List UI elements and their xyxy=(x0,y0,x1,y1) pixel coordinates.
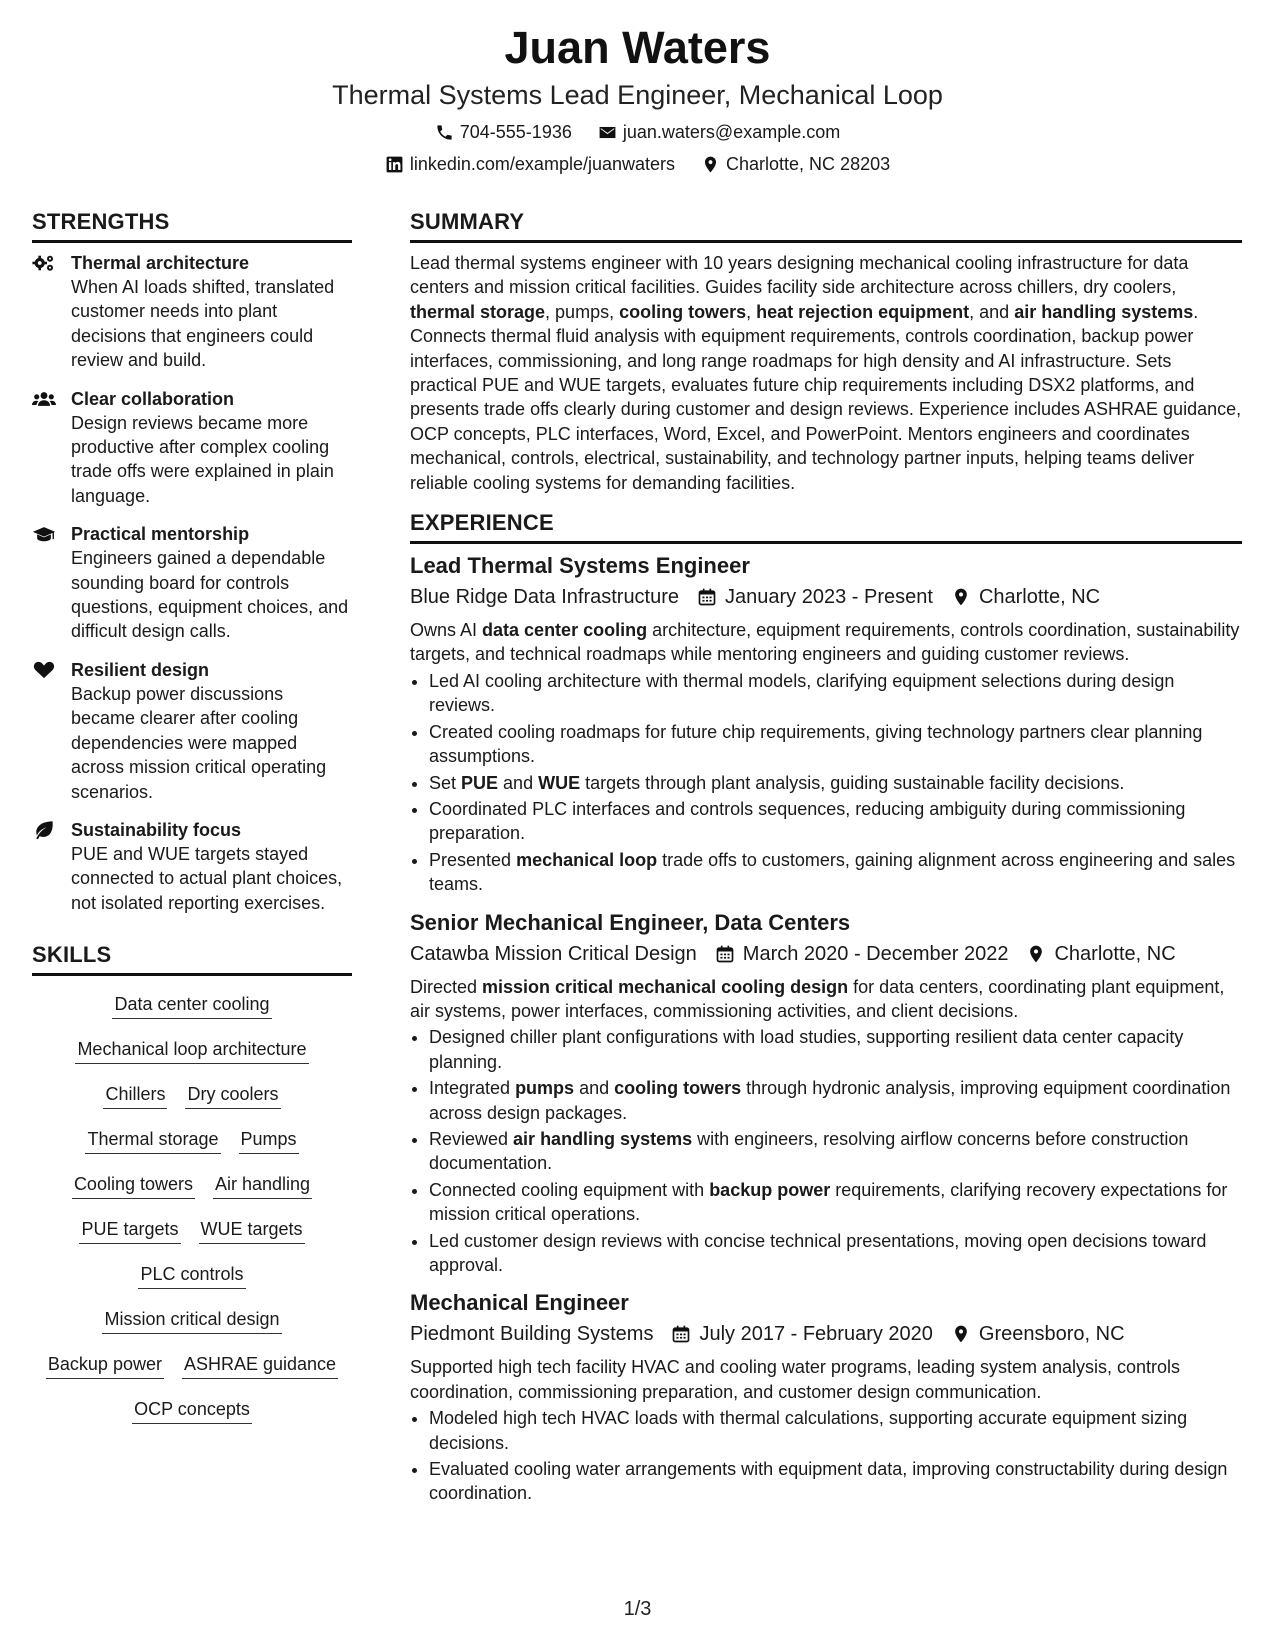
linkedin-contact xyxy=(385,152,675,176)
job-entry xyxy=(410,909,1242,1278)
skill-row xyxy=(46,1352,338,1379)
skill-row xyxy=(132,1397,252,1424)
strength-description: PUE and WUE targets stayed connected to actual plant choices, not isolated reporting exercises. xyxy=(71,843,343,913)
job-bullets xyxy=(410,1025,1242,1277)
skill-row xyxy=(102,1307,281,1334)
map-pin-icon xyxy=(701,155,720,174)
strengths-heading: STRENGTHS xyxy=(32,208,352,243)
skill-row xyxy=(85,1127,298,1154)
skill-tag: Pumps xyxy=(239,1127,299,1154)
strength-item xyxy=(32,522,352,644)
summary-text: Lead thermal systems engineer with 10 years designing mechanical cooling infrastructure for data centers and mission critical facilities. Guides facility side architecture across chillers, dry coolers, thermal storage, pumps, cooling towers, heat rejection equipment, and air handling systems. Connects thermal fluid analysis with equipment requirements, controls coordination, backup power interfaces, commissioning, and long range roadmaps for high density and AI infrastructure. Sets practical PUE and WUE targets, evaluates future chip requirements including DSX2 platforms, and presents trade offs clearly during customer and design reviews. Experience includes ASHRAE guidance, OCP concepts, PLC interfaces, Word, Excel, and PowerPoint. Mentors engineers and coordinates mechanical, controls, electrical, sustainability, and technology partner inputs, helping teams deliver reliable cooling systems for demanding facilities. xyxy=(410,253,1242,493)
phone-contact xyxy=(435,120,572,144)
job-dates-text: July 2017 - February 2020 xyxy=(699,1323,933,1346)
strength-title: Practical mentorship xyxy=(71,524,250,545)
job-location-text: Greensboro, NC xyxy=(978,1323,1125,1346)
job-summary: Directed mission critical mechanical cooling design for data centers, coordinating plant equipment, air systems, power interfaces, commissioning activities, and client decisions. xyxy=(410,976,1225,1021)
strength-item xyxy=(32,818,352,915)
company-name: Catawba Mission Critical Design xyxy=(410,942,697,965)
phone-number[interactable]: 704-555-1936 xyxy=(459,122,572,142)
job-bullet: • Coordinated PLC interfaces and controls sequences, reducing ambiguity during commissioning preparation. xyxy=(429,797,1242,846)
skill-tag: OCP concepts xyxy=(132,1397,252,1424)
job-dates xyxy=(671,1319,932,1349)
linkedin-url[interactable]: linkedin.com/example/juanwaters xyxy=(409,154,676,174)
job-location xyxy=(951,1319,1125,1349)
company-name: Blue Ridge Data Infrastructure xyxy=(410,586,680,609)
skill-tag: Mission critical design xyxy=(102,1307,281,1334)
skill-row xyxy=(103,1082,280,1109)
job-location xyxy=(951,582,1100,612)
page-number: 1/3 xyxy=(623,1598,652,1620)
skill-tag: Cooling towers xyxy=(72,1172,195,1199)
skill-tag: Air handling xyxy=(213,1172,312,1199)
location-contact xyxy=(701,152,890,176)
strength-title: Sustainability focus xyxy=(71,819,242,840)
skill-tag: PLC controls xyxy=(138,1262,245,1289)
graduation-cap-icon xyxy=(32,524,56,544)
skill-tag: WUE targets xyxy=(199,1217,305,1244)
calendar-icon xyxy=(671,1324,691,1344)
job-bullets xyxy=(410,1406,1242,1506)
job-title: Senior Mechanical Engineer, Data Centers xyxy=(410,909,851,935)
skill-tag: Data center cooling xyxy=(112,992,271,1019)
gears-icon xyxy=(32,253,56,273)
job-meta xyxy=(410,939,1242,969)
email-contact xyxy=(598,120,840,144)
job-location xyxy=(1026,939,1175,969)
job-bullet: • Presented mechanical loop trade offs to customers, gaining alignment across engineering and sales teams. xyxy=(429,848,1242,897)
skills-heading: SKILLS xyxy=(32,941,352,976)
skill-row xyxy=(79,1217,304,1244)
map-pin-icon xyxy=(1026,944,1046,964)
job-bullet: • Integrated pumps and cooling towers through hydronic analysis, improving equipment coordination across design packages. xyxy=(429,1076,1242,1125)
strength-title: Thermal architecture xyxy=(71,253,250,273)
skill-tag: ASHRAE guidance xyxy=(182,1352,338,1379)
job-meta xyxy=(410,582,1242,612)
summary-heading: SUMMARY xyxy=(410,208,1242,243)
skills-list xyxy=(32,984,352,1434)
job-title: Lead Thermal Systems Engineer xyxy=(410,553,750,579)
strength-description: Design reviews became more productive after complex cooling trade offs were explained in plain language. xyxy=(71,412,334,506)
job-entry xyxy=(410,1289,1242,1505)
job-bullet: • Evaluated cooling water arrangements with equipment data, improving constructability during design coordination. xyxy=(429,1457,1242,1506)
contact-line-2 xyxy=(0,152,1275,176)
skill-tag: Chillers xyxy=(103,1082,167,1109)
job-meta xyxy=(410,1319,1242,1349)
strengths-list xyxy=(32,251,352,915)
heart-icon xyxy=(32,660,56,680)
experience-list xyxy=(410,552,1242,1506)
job-bullet: • Set PUE and WUE targets through plant analysis, guiding sustainable facility decisions. xyxy=(429,771,1242,795)
strength-description: Backup power discussions became clearer after cooling dependencies were mapped across mission critical operating scenarios. xyxy=(71,683,327,802)
job-summary: Owns AI data center cooling architecture, equipment requirements, controls coordination, sustainability targets, and technical roadmaps while mentoring engineers and guiding customer reviews. xyxy=(410,620,1240,665)
resume-header xyxy=(0,20,1275,176)
skill-tag: Thermal storage xyxy=(85,1127,220,1154)
candidate-headline: Thermal Systems Lead Engineer, Mechanical Loop xyxy=(332,80,943,110)
company-name: Piedmont Building Systems xyxy=(410,1323,654,1346)
contact-line-1 xyxy=(0,120,1275,144)
job-dates-text: March 2020 - December 2022 xyxy=(742,942,1009,965)
strength-item xyxy=(32,251,352,373)
job-bullet: • Connected cooling equipment with backup power requirements, clarifying recovery expectations for mission critical operations. xyxy=(429,1178,1242,1227)
skill-tag: Backup power xyxy=(46,1352,164,1379)
job-title: Mechanical Engineer xyxy=(410,1290,629,1316)
leaf-icon xyxy=(32,820,56,840)
calendar-icon xyxy=(715,944,735,964)
job-bullet: • Designed chiller plant configurations with load studies, supporting resilient data center capacity planning. xyxy=(429,1025,1242,1074)
skill-tag: Mechanical loop architecture xyxy=(75,1037,308,1064)
strength-item xyxy=(32,387,352,509)
job-bullet: • Created cooling roadmaps for future chip requirements, giving technology partners clear planning assumptions. xyxy=(429,720,1242,769)
job-entry xyxy=(410,552,1242,896)
skill-tag: Dry coolers xyxy=(185,1082,280,1109)
job-dates xyxy=(715,939,1009,969)
job-dates-text: January 2023 - Present xyxy=(725,586,933,609)
job-summary: Supported high tech facility HVAC and cooling water programs, leading system analysis, controls coordination, commissioning preparation, and customer design communication. xyxy=(410,1357,1181,1402)
strength-description: Engineers gained a dependable sounding board for controls questions, equipment choices, and difficult design calls. xyxy=(71,548,349,642)
job-bullet: • Led AI cooling architecture with thermal models, clarifying equipment selections during design reviews. xyxy=(429,669,1242,718)
email-address[interactable]: juan.waters@example.com xyxy=(622,122,841,142)
envelope-icon xyxy=(598,123,617,142)
strength-description: When AI loads shifted, translated customer needs into plant decisions that engineers could review and build. xyxy=(71,277,335,371)
phone-icon xyxy=(435,123,454,142)
job-location-text: Charlotte, NC xyxy=(978,586,1101,609)
job-location-text: Charlotte, NC xyxy=(1054,942,1176,965)
skills-section xyxy=(32,941,352,1434)
users-icon xyxy=(32,389,56,409)
skill-row xyxy=(75,1037,308,1064)
skill-row xyxy=(112,992,271,1019)
job-dates xyxy=(697,582,933,612)
experience-heading: EXPERIENCE xyxy=(410,509,1242,544)
job-bullet: • Reviewed air handling systems with engineers, resolving airflow concerns before construction documentation. xyxy=(429,1127,1242,1176)
location-text: Charlotte, NC 28203 xyxy=(726,154,891,174)
skill-row xyxy=(72,1172,312,1199)
calendar-icon xyxy=(697,587,717,607)
skill-tag: PUE targets xyxy=(79,1217,180,1244)
map-pin-icon xyxy=(951,587,971,607)
job-bullet: • Modeled high tech HVAC loads with thermal calculations, supporting accurate equipment sizing decisions. xyxy=(429,1406,1242,1455)
candidate-name: Juan Waters xyxy=(504,22,771,73)
strength-title: Clear collaboration xyxy=(71,388,235,409)
right-column xyxy=(410,208,1242,1518)
left-column xyxy=(32,208,352,1434)
strength-item xyxy=(32,658,352,804)
linkedin-icon xyxy=(385,155,404,174)
strength-title: Resilient design xyxy=(71,659,210,680)
skill-row xyxy=(138,1262,245,1289)
job-bullets xyxy=(410,669,1242,897)
map-pin-icon xyxy=(951,1324,971,1344)
job-bullet: • Led customer design reviews with concise technical presentations, moving open decisions toward approval. xyxy=(429,1229,1242,1278)
